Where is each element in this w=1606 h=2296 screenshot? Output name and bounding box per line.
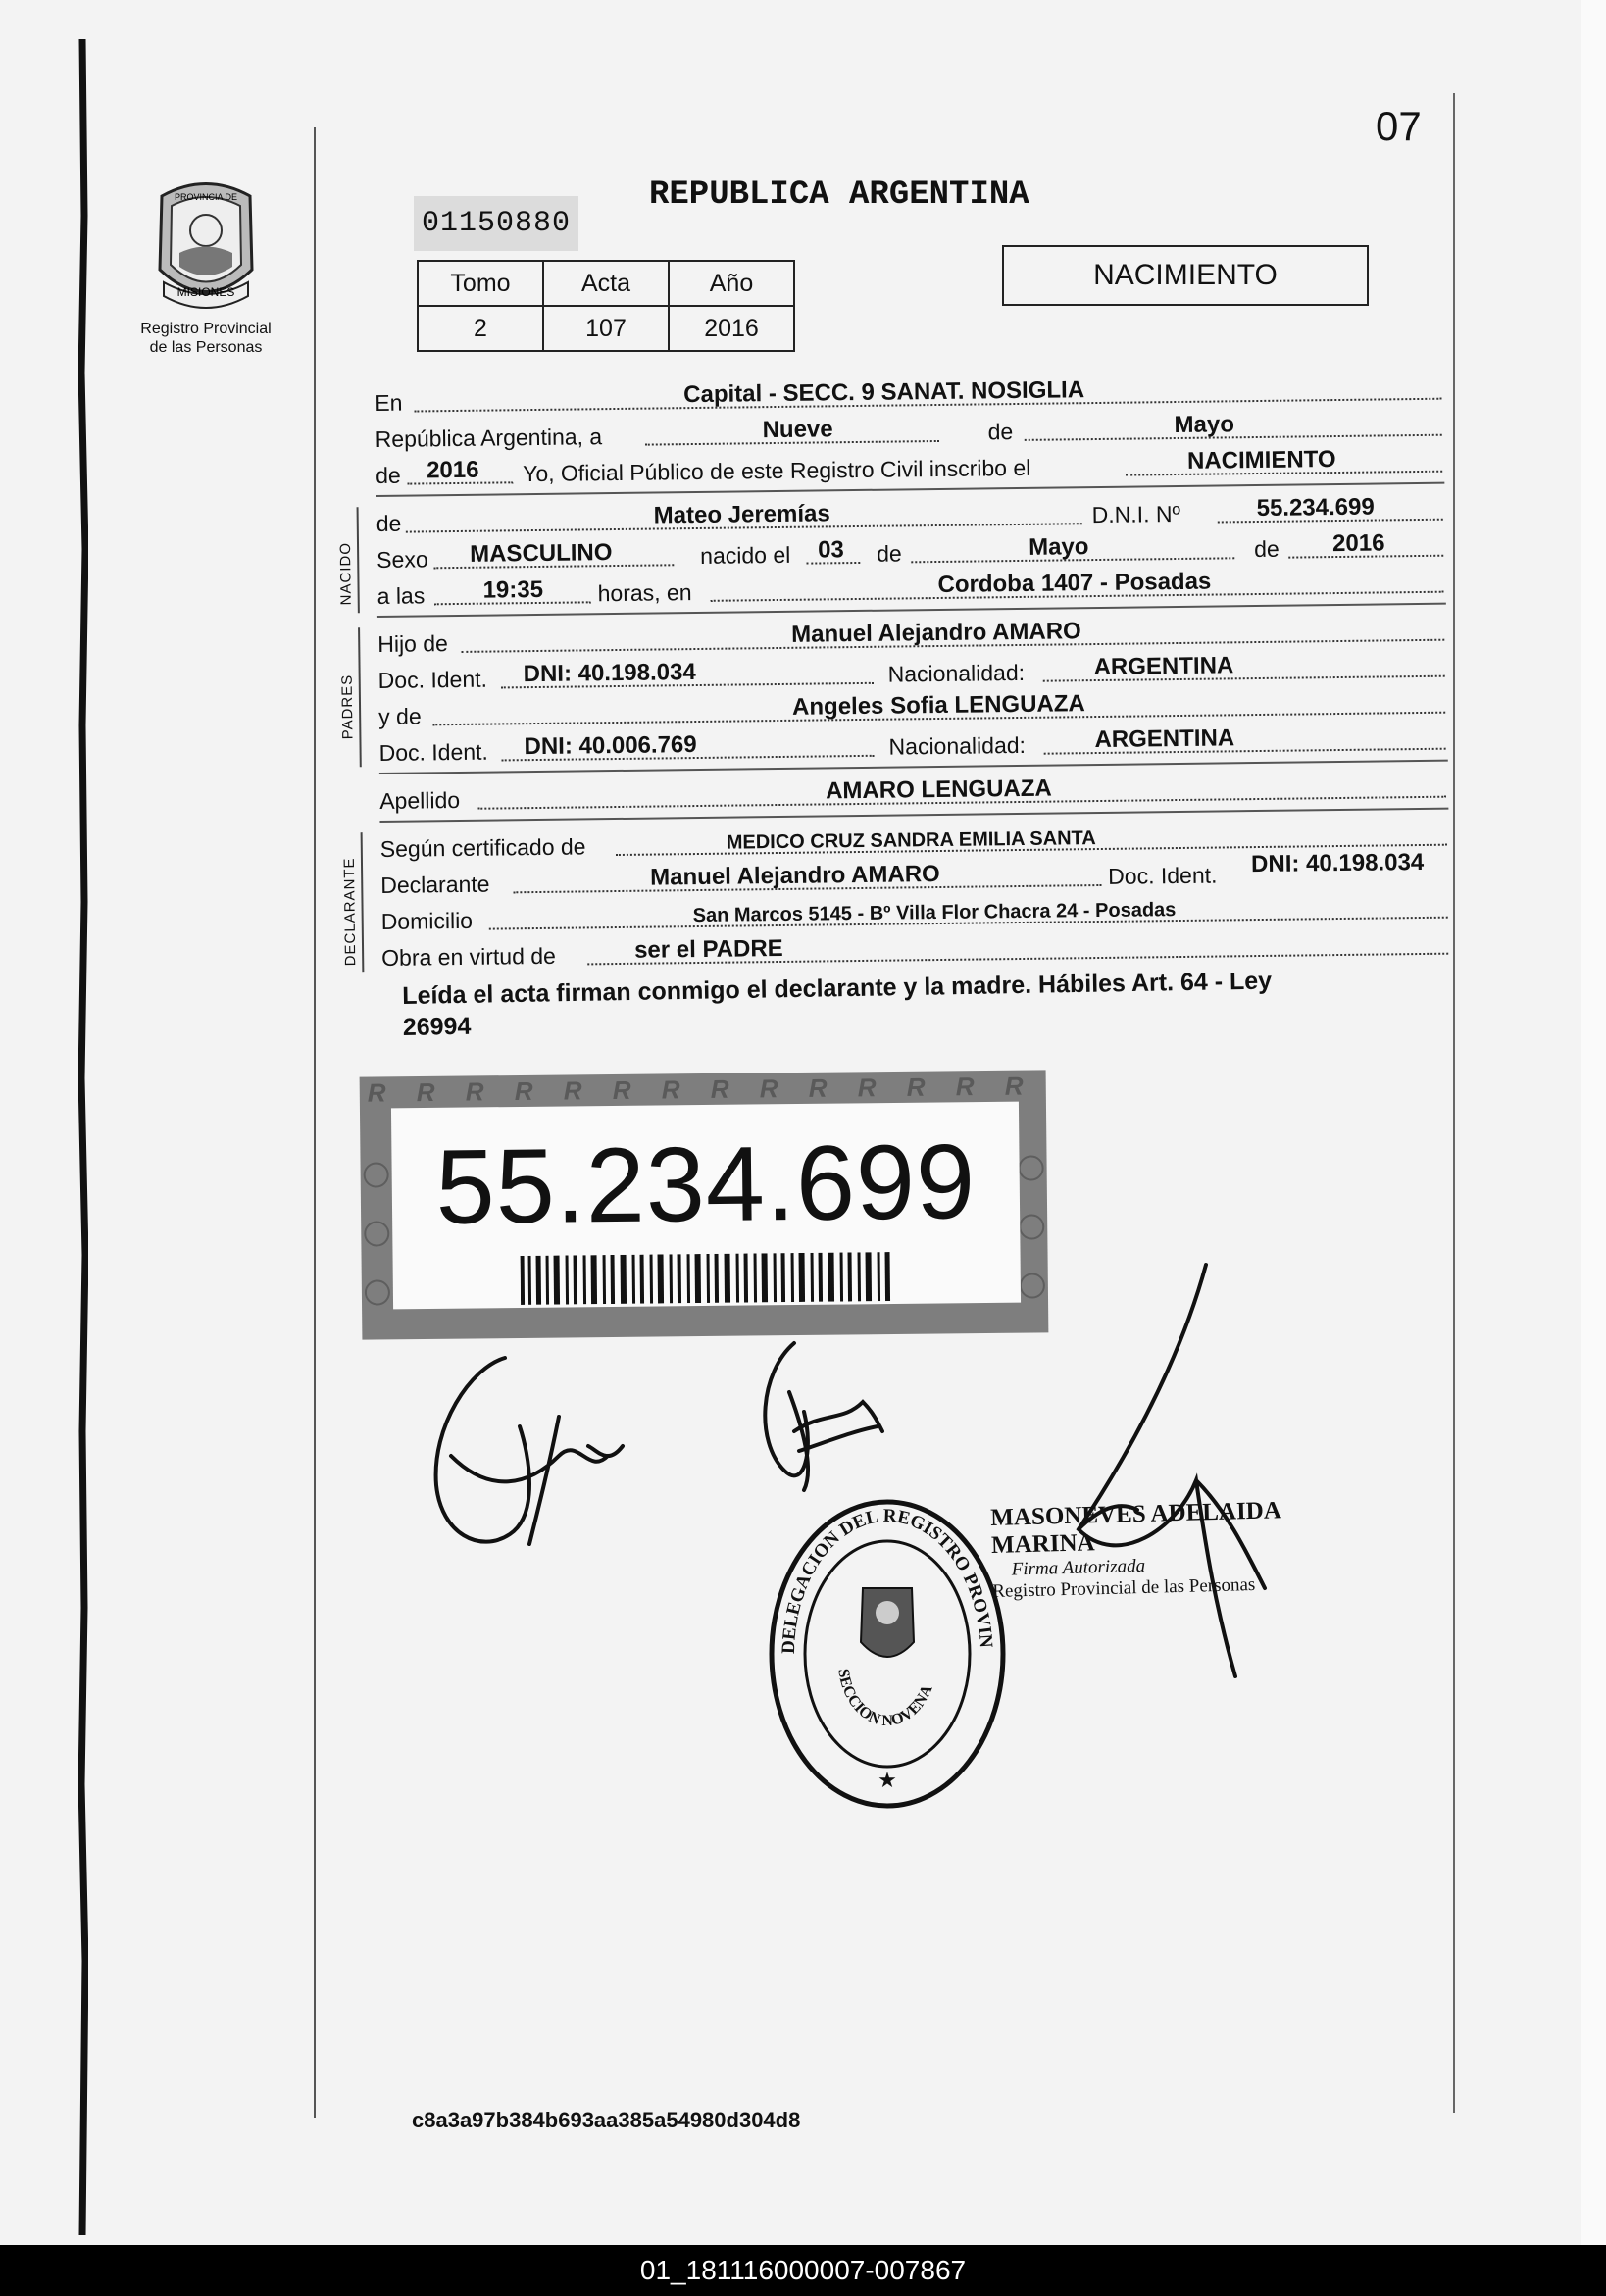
svg-text:R: R: [906, 1072, 926, 1102]
left-margin-line: [314, 127, 316, 2118]
official-role: Firma Autorizada: [1011, 1555, 1146, 1580]
label-yo-oficial: Yo, Oficial Público de este Registro Civil inscribo el: [522, 454, 1031, 487]
label-nacido-el: nacido el: [700, 541, 791, 569]
footer-id-bar: 01_181116000007-007867: [0, 2245, 1606, 2296]
svg-text:SECCION NOVENA: [834, 1668, 935, 1729]
value-birth-day: 03: [817, 536, 844, 564]
value-month: Mayo: [1174, 411, 1235, 439]
registry-caption-line-1: Registro Provincial: [140, 321, 272, 337]
svg-text:★: ★: [878, 1768, 897, 1792]
label-de: de: [987, 419, 1014, 445]
label-a-las: a las: [376, 582, 426, 609]
document-hash: c8a3a97b384b693aa385a54980d304d8: [412, 2108, 801, 2132]
serial-number-stamp: 01150880: [414, 196, 578, 251]
signature-mother: [745, 1333, 892, 1510]
label-apellido: Apellido: [379, 786, 461, 814]
misiones-coat-of-arms-icon: [142, 176, 270, 314]
value-certificado: MEDICO CRUZ SANDRA EMILIA SANTA: [726, 827, 1096, 854]
value-act-type: NACIMIENTO: [1186, 446, 1336, 474]
label-de: de: [1253, 535, 1280, 563]
label-de: de: [376, 510, 402, 536]
label-horas-en: horas, en: [597, 579, 692, 607]
header-acta: Acta: [543, 261, 669, 306]
side-label-nacido: NACIDO: [336, 541, 355, 606]
header-tomo: Tomo: [418, 261, 543, 306]
label-y-de: y de: [378, 703, 422, 729]
value-child-dni: 55.234.699: [1256, 493, 1375, 523]
value-declarante-doc: DNI: 40.198.034: [1250, 848, 1425, 878]
label-obra-en-virtud: Obra en virtud de: [381, 942, 557, 971]
section-declarante: [340, 816, 1451, 973]
value-mother-name: Angeles Sofia LENGUAZA: [791, 690, 1085, 721]
value-day: Nueve: [762, 416, 833, 444]
label-declarante: Declarante: [380, 871, 490, 898]
value-domicilio: San Marcos 5145 - Bº Villa Flor Chacra 24 - Posadas: [692, 899, 1177, 927]
svg-text:R: R: [857, 1073, 877, 1103]
svg-text:R: R: [416, 1076, 435, 1108]
paper-edge: [1581, 0, 1606, 2245]
right-margin-line: [1453, 93, 1455, 2113]
official-signature-block: [990, 1496, 1317, 1603]
official-seal: [765, 1495, 1010, 1814]
value-acta: 107: [543, 306, 669, 351]
signature-official: [1059, 1255, 1275, 1696]
value-mother-nationality: ARGENTINA: [1094, 724, 1235, 754]
value-declarante-name: Manuel Alejandro AMARO: [650, 860, 940, 891]
label-dni: D.N.I. Nº: [1091, 500, 1181, 528]
sticker-label: [391, 1102, 1021, 1310]
closing-line-1: Leída el acta firman conmigo el declarante y la madre. Hábiles Art. 64 - Ley: [402, 967, 1273, 1010]
value-year: 2016: [426, 456, 479, 484]
side-label-declarante: DECLARANTE: [340, 857, 360, 967]
value-birth-place: Cordoba 1407 - Posadas: [937, 568, 1212, 598]
value-child-name: Mateo Jeremías: [653, 500, 830, 529]
province-logo: [127, 176, 284, 357]
value-sex: MASCULINO: [469, 539, 613, 568]
signature-declarante: [412, 1338, 637, 1573]
label-doc-ident: Doc. Ident.: [377, 666, 488, 693]
closing-line-2: 26994: [402, 1012, 472, 1041]
label-segun-certificado: Según certificado de: [379, 833, 586, 862]
label-nacionalidad: Nacionalidad:: [887, 659, 1026, 687]
svg-text:R: R: [955, 1072, 975, 1102]
value-anio: 2016: [669, 306, 794, 351]
value-birth-year: 2016: [1331, 529, 1385, 558]
document-title: REPUBLICA ARGENTINA: [649, 176, 1029, 214]
label-hijo-de: Hijo de: [377, 630, 449, 657]
official-name: MASONEVES ADELAIDA MARINA: [990, 1497, 1280, 1559]
table-header-row: [418, 261, 794, 306]
svg-text:R: R: [808, 1073, 828, 1103]
label-de: de: [877, 540, 902, 567]
page-number: 07: [1376, 103, 1422, 149]
svg-text:R: R: [1004, 1071, 1024, 1101]
label-republica: República Argentina, a: [375, 424, 603, 452]
svg-text:R: R: [367, 1077, 386, 1108]
value-birth-month: Mayo: [1028, 533, 1089, 561]
label-nacionalidad: Nacionalidad:: [888, 731, 1027, 760]
svg-text:PROVINCIA DE: PROVINCIA DE: [174, 192, 238, 202]
binding-thread: [78, 39, 88, 2235]
certificate-form: [336, 370, 1450, 973]
act-type-box: NACIMIENTO: [1002, 245, 1369, 306]
section-nacido: [336, 490, 1446, 612]
value-father-doc: DNI: 40.198.034: [523, 659, 696, 688]
value-apellido: AMARO LENGUAZA: [825, 774, 1052, 805]
label-domicilio: Domicilio: [380, 907, 474, 934]
value-obra: ser el PADRE: [633, 934, 783, 964]
svg-text:R: R: [661, 1074, 680, 1105]
dni-sticker: [360, 1070, 1049, 1339]
barcode-icon: [521, 1252, 894, 1305]
svg-text:R: R: [759, 1073, 778, 1104]
sticker-dni-number: 55.234.699: [434, 1122, 977, 1246]
label-sexo: Sexo: [376, 546, 428, 573]
value-tomo: 2: [418, 306, 543, 351]
section-padres: [338, 611, 1448, 769]
svg-text:R: R: [465, 1076, 484, 1107]
svg-text:R: R: [612, 1074, 631, 1105]
label-doc-ident: Doc. Ident.: [378, 738, 489, 766]
side-label-padres: PADRES: [338, 674, 357, 740]
value-place: Capital - SECC. 9 SANAT. NOSIGLIA: [683, 376, 1085, 409]
value-birth-time: 19:35: [482, 575, 544, 604]
official-office: Registro Provincial de las Personas: [992, 1573, 1256, 1602]
registry-caption-line-2: de las Personas: [149, 339, 263, 356]
svg-text:MISIONES: MISIONES: [176, 285, 235, 299]
seal-inner-text: SECCION NOVENA: [834, 1668, 936, 1730]
svg-text:R: R: [563, 1075, 582, 1106]
label-de: de: [376, 462, 401, 488]
registry-seal-icon: [765, 1495, 1010, 1814]
table-value-row: [418, 306, 794, 351]
value-father-nationality: ARGENTINA: [1093, 652, 1234, 681]
svg-text:R: R: [514, 1075, 533, 1107]
label-doc-ident: Doc. Ident.: [1108, 862, 1218, 889]
svg-text:R: R: [710, 1073, 729, 1104]
seal-outer-text: DELEGACION DEL REGISTRO PROVIN: [778, 1505, 996, 1655]
value-mother-doc: DNI: 40.006.769: [524, 731, 697, 761]
header-anio: Año: [669, 261, 794, 306]
tomo-acta-anio-table: [417, 260, 795, 352]
registry-caption: [127, 320, 284, 357]
label-en: En: [375, 389, 403, 416]
value-father-name: Manuel Alejandro AMARO: [791, 618, 1081, 648]
